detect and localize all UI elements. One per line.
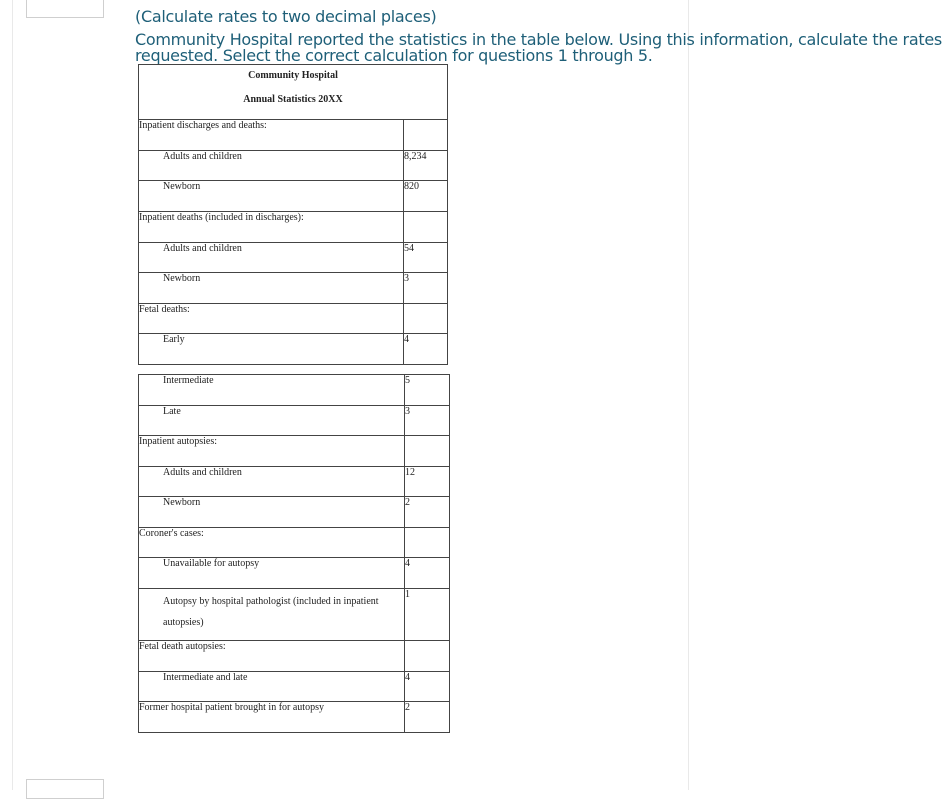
row-label: Autopsy by hospital pathologist (included in inpatient autopsies) [139, 589, 405, 641]
row-value: 12 [405, 467, 450, 497]
table-row [139, 243, 448, 273]
row-label: Late [139, 406, 405, 436]
row-label: Newborn [139, 273, 404, 304]
question-text-line-1: Community Hospital reported the statistics in the table below. Using this information, calculate the rates [135, 30, 942, 49]
row-value [405, 641, 450, 672]
row-label: Adults and children [139, 467, 405, 497]
table-row [139, 497, 450, 528]
table-row [139, 641, 450, 672]
statistics-table-image-bottom [138, 374, 450, 733]
row-value [404, 120, 448, 151]
row-label: Coroner's cases: [139, 528, 405, 558]
table-row [139, 212, 448, 243]
table-row [139, 120, 448, 151]
table-row [139, 436, 450, 467]
table-row [139, 334, 448, 365]
row-value: 820 [404, 181, 448, 212]
top-answer-box[interactable] [26, 0, 104, 18]
question-text-line-2: requested. Select the correct calculation for questions 1 through 5. [135, 46, 653, 65]
row-label: Adults and children [139, 151, 404, 181]
row-value: 3 [405, 406, 450, 436]
table-row [139, 467, 450, 497]
row-value: 4 [404, 334, 448, 365]
table-row [139, 304, 448, 334]
table-row [139, 181, 448, 212]
row-label: Inpatient discharges and deaths: [139, 120, 404, 151]
row-value: 1 [405, 589, 450, 641]
row-label: Inpatient autopsies: [139, 436, 405, 467]
row-label: Intermediate [139, 375, 405, 406]
row-label: Early [139, 334, 404, 365]
row-label: Unavailable for autopsy [139, 558, 405, 589]
table-row [139, 528, 450, 558]
row-value [405, 436, 450, 467]
row-value: 3 [404, 273, 448, 304]
table-row [139, 702, 450, 733]
table-row [139, 406, 450, 436]
table-row [139, 151, 448, 181]
row-value: 8,234 [404, 151, 448, 181]
statistics-table-top [138, 64, 448, 365]
row-label: Intermediate and late [139, 672, 405, 702]
row-label: Inpatient deaths (included in discharges): [139, 212, 404, 243]
row-label: Fetal death autopsies: [139, 641, 405, 672]
table-row [139, 273, 448, 304]
row-value: 2 [405, 702, 450, 733]
question-instruction: (Calculate rates to two decimal places) [135, 7, 437, 26]
row-label: Former hospital patient brought in for autopsy [139, 702, 405, 733]
table-row [139, 558, 450, 589]
table-row [139, 375, 450, 406]
statistics-table-image-top [138, 64, 448, 365]
row-label: Adults and children [139, 243, 404, 273]
row-value [404, 212, 448, 243]
row-value [405, 528, 450, 558]
table-header [139, 65, 448, 120]
bottom-answer-box[interactable] [26, 779, 104, 799]
row-value: 2 [405, 497, 450, 528]
row-label: Fetal deaths: [139, 304, 404, 334]
statistics-table-bottom [138, 374, 450, 733]
row-value [404, 304, 448, 334]
row-label: Newborn [139, 181, 404, 212]
row-label: Newborn [139, 497, 405, 528]
row-value: 5 [405, 375, 450, 406]
table-row [139, 589, 450, 641]
table-subtitle: Annual Statistics 20XX [243, 94, 343, 105]
row-value: 4 [405, 672, 450, 702]
row-value: 4 [405, 558, 450, 589]
table-row [139, 672, 450, 702]
table-title: Community Hospital [248, 70, 338, 81]
row-value: 54 [404, 243, 448, 273]
